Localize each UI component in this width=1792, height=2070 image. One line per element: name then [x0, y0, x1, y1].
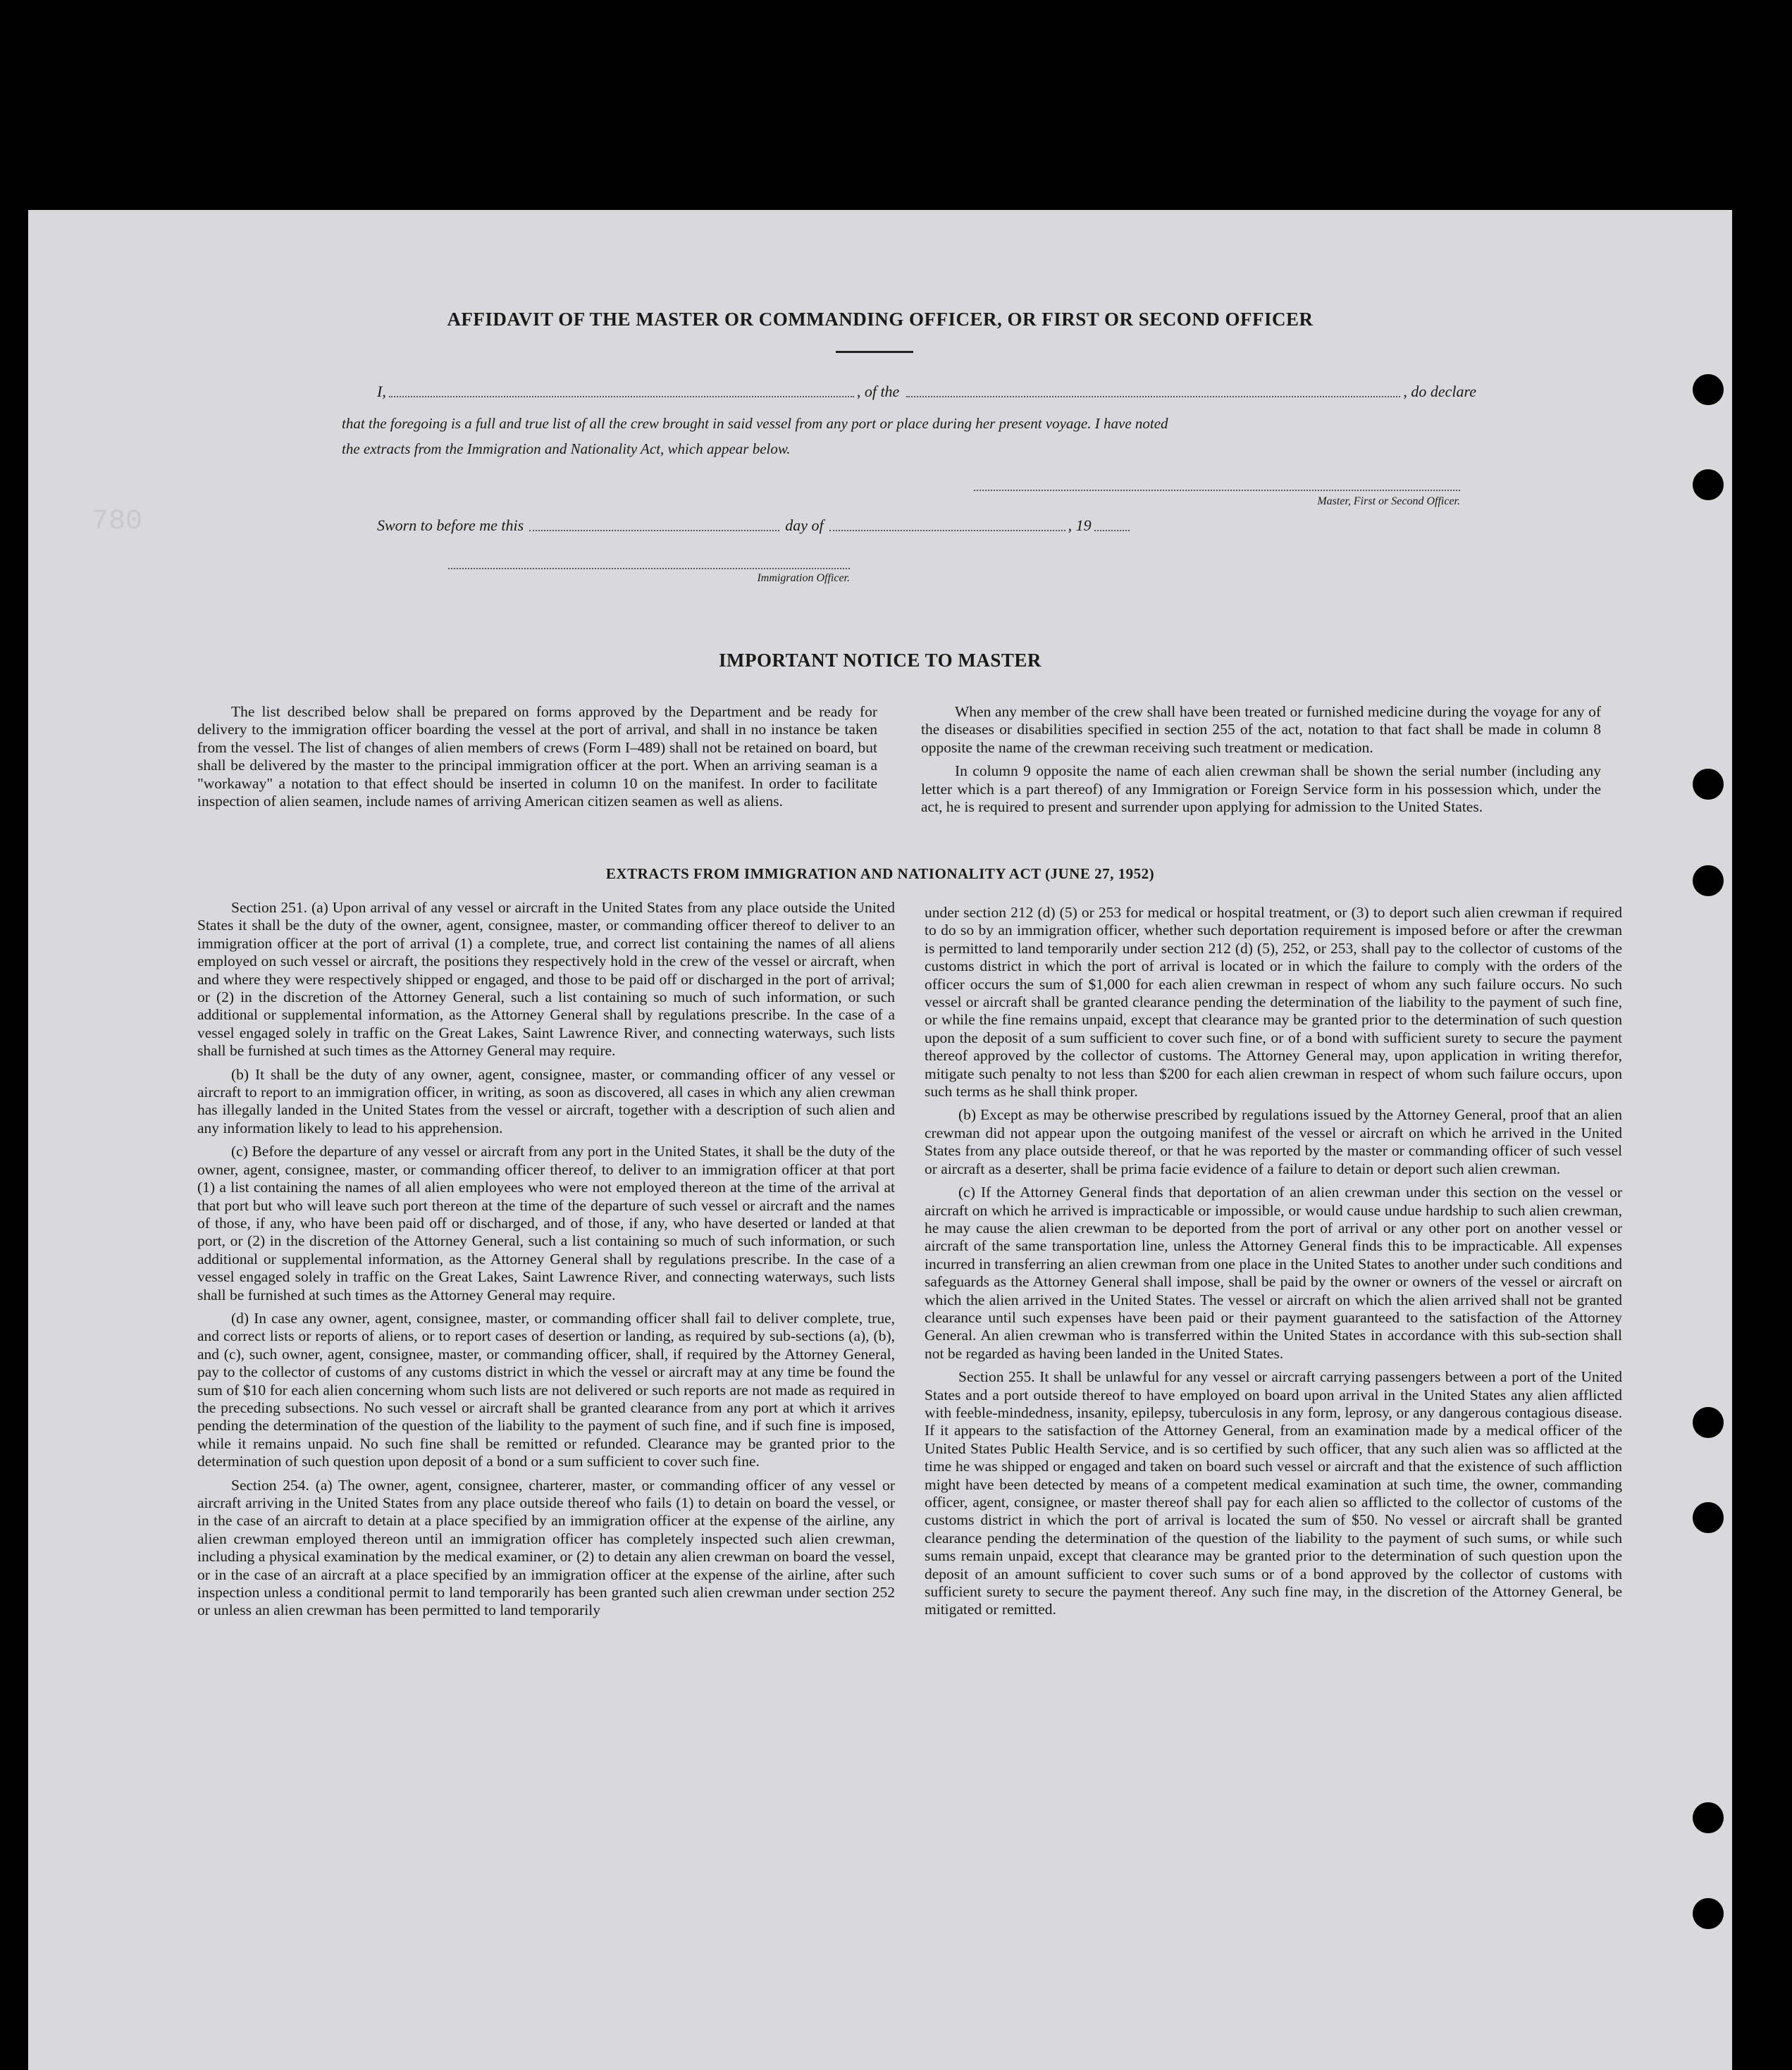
title-rule [836, 351, 913, 353]
of-the-label: , of the [856, 383, 900, 400]
act-paragraph: (d) In case any owner, agent, consignee, master, or commanding officer shall fail to deliver complete, true, and correct lists or reports of aliens, or to report cases of desertion or landing, as required by sub-sections (a), (b), and (c), such owner, agent, consignee, master, or commanding officer, shall, if required by the Attorney General, pay to the collector of customs of any customs district in which the vessel or aircraft may at any time be found the sum of $10 for each alien concerning whom such lists are not delivered or such reports are not made as required in the preceding subsections. No such vessel or aircraft shall be granted clearance from any port at which it arrives pending the determination of the question of the liability to the payment of such fine, and if such fine is imposed, while it remains unpaid. No such fine shall be remitted or refunded. Clearance may be granted prior to the determination of such question upon deposit of a bond or a sum sufficient to cover such fine. [197, 1309, 895, 1470]
affidavit-title: AFFIDAVIT OF THE MASTER OR COMMANDING OFFICER, OR FIRST OR SECOND OFFICER [447, 309, 1314, 330]
year-label: , 19 [1068, 516, 1092, 534]
affidavit-statement [342, 411, 1483, 461]
act-paragraph: (c) Before the departure of any vessel or aircraft from any port in the United States, it shall be the duty of the owner, agent, consignee, master, or commanding officer thereof, to deliver to an immigration officer at that port (1) a list containing the names of all alien employees who were not employed thereon at the time of the arrival at that port but who will leave such port thereon at the time of the departure of such vessel or aircraft and the names of those, if any, who have been paid off or discharged, and of those, if any, who have deserted or landed at that port, or (2) in the discretion of the Attorney General, such a list containing so much of such information, or such additional or supplemental information, as the Attorney General shall by regulations prescribe. In the case of a vessel engaged solely in traffic on the Great Lakes, Saint Lawrence River, and connecting waterways, such lists shall be furnished at such times as the Attorney General may require. [197, 1143, 895, 1303]
immigration-officer-caption: Immigration Officer. [757, 572, 850, 584]
extracts-right-column [925, 904, 1622, 1625]
statement-line-1: that the foregoing is a full and true list of all the crew brought in said vessel from any port or place during her present voyage. I have noted [342, 415, 1168, 432]
binder-hole [1693, 1407, 1724, 1438]
master-signature-line [974, 490, 1460, 491]
binder-hole [1693, 1898, 1724, 1929]
i-label: I, [377, 383, 386, 400]
notice-left-column [197, 703, 877, 816]
act-paragraph: Section 251. (a) Upon arrival of any vessel or aircraft in the United States from any place outside the United States it shall be the duty of the owner, agent, consignee, master, or commanding officer thereof to deliver to an immigration officer at the port of arrival (1) a complete, true, and correct list containing the names of all aliens employed on such vessel or aircraft, the positions they respectively hold in the crew of the vessel or aircraft, when and where they were respectively shipped or engaged, and those to be paid off or discharged in the port of arrival; or (2) in the discretion of the Attorney General, such a list containing so much of such information, or such additional or supplemental information, as the Attorney General shall by regulations prescribe. In the case of a vessel engaged solely in traffic on the Great Lakes, Saint Lawrence River, and connecting waterways, such lists shall be furnished at such times as the Attorney General may require. [197, 899, 895, 1060]
notice-title: IMPORTANT NOTICE TO MASTER [719, 650, 1042, 671]
act-paragraph: under section 212 (d) (5) or 253 for medical or hospital treatment, or (3) to deport such alien crewman if required to do so by an immigration officer, whether such deportation requirement is imposed before or after the crewman is permitted to land temporarily under section 212 (d) (5), 252, or 253, shall pay to the collector of customs of the customs district in which the port of arrival is located or in which the failure to comply with the orders of the officer occurs the sum of $1,000 for each alien crewman in respect of whom any such failure occurs. No such vessel or aircraft shall be granted clearance pending the determination of the liability to the payment of such fine, or while the fine remains unpaid, except that clearance may be granted prior to the determination of such question upon the deposit of a sum sufficient to cover such fine, or of a bond with sufficient surety to secure the payment thereof approved by the collector of customs. The Attorney General may, upon application in writing therefor, mitigate such penalty to not less than $200 for each alien crewman in respect of whom such failure occurs, upon such terms as he shall think proper. [925, 904, 1622, 1101]
binder-hole [1693, 769, 1724, 800]
name-field [389, 396, 854, 397]
notice-paragraph: In column 9 opposite the name of each alien crewman shall be shown the serial number (including any letter which is a part thereof) of any Immigration or Foreign Service form in his possession which, under the act, he is required to present and surrender upon applying for admission to the United States. [921, 762, 1601, 816]
sworn-year-field [1094, 530, 1130, 531]
declaration-line [377, 383, 1476, 401]
sworn-line [377, 516, 1223, 535]
sworn-day-field [529, 530, 779, 531]
binder-hole [1693, 865, 1724, 896]
binder-hole [1693, 1502, 1724, 1533]
statement-line-2: the extracts from the Immigration and Nationality Act, which appear below. [342, 440, 791, 457]
master-signature-caption: Master, First or Second Officer. [1317, 495, 1460, 507]
do-declare-label: , do declare [1403, 383, 1476, 400]
act-paragraph: (c) If the Attorney General finds that deportation of an alien crewman under this section on the vessel or aircraft on which he arrived is impracticable or impossible, or would cause undue hardship to such alien crewman, he may cause the alien crewman to be deported from the port of arrival or any other port on another vessel or aircraft of the same transportation line, unless the Attorney General finds this to be impracticable. All expenses incurred in transferring an alien crewman from one place in the United States to another under such conditions and safeguards as the Attorney General shall impose, shall be paid by the owner or owners of the vessel or aircraft on which the alien arrived in the United States. The vessel or aircraft on which the alien arrived shall not be granted clearance until such expenses have been paid or their payment guaranteed to the satisfaction of the Attorney General. An alien crewman who is transferred within the United States in accordance with this sub-section shall not be regarded as having been landed in the United States. [925, 1184, 1622, 1362]
act-paragraph: Section 255. It shall be unlawful for any vessel or aircraft carrying passengers between a port of the United States and a port outside thereof to have employed on board upon arrival in the United States any alien afflicted with feeble-mindedness, insanity, epilepsy, tuberculosis in any form, leprosy, or any dangerous contagious disease. If it appears to the satisfaction of the Attorney General, from an examination made by a medical officer of the United States Public Health Service, and is so certified by such officer, that any such alien was so afflicted at the time he was shipped or engaged and taken on board such vessel or aircraft and that the existence of such affliction might have been detected by means of a competent medical examination at such time, the owner, commanding officer, agent, consignee, or master thereof shall pay for each alien so afflicted to the collector of customs of the customs district in which the port of arrival is located the sum of $50. No vessel or aircraft shall be granted clearance pending the determination of the question of the liability to the payment of such sums, or while such sums remain unpaid, except that clearance may be granted prior to the determination of such question upon the deposit of an amount sufficient to cover such sums or of a bond approved by the collector of customs with sufficient surety to secure the payment thereof. Any such fine may, in the discretion of the Attorney General, be mitigated or remitted. [925, 1368, 1622, 1618]
act-paragraph: (b) It shall be the duty of any owner, agent, consignee, master, or commanding officer of any vessel or aircraft to report to an immigration officer, in writing, as soon as discovered, all cases in which any alien crewman has illegally landed in the United States from the vessel or aircraft, together with a description of such alien and any information likely to lead to his apprehension. [197, 1065, 895, 1136]
binder-hole [1693, 1802, 1724, 1833]
vessel-field [906, 396, 1400, 397]
notice-paragraph: When any member of the crew shall have been treated or furnished medicine during the voyage for any of the diseases or disabilities specified in section 255 of the act, notation to that fact shall be made in column 8 opposite the name of the crewman receiving such treatment or medication. [921, 703, 1601, 756]
act-paragraph: Section 254. (a) The owner, agent, consignee, charterer, master, or commanding officer of any vessel or aircraft arriving in the United States from any place outside thereof who fails (1) to detain on board the vessel, or in the case of an aircraft to detain at a place specified by an immigration officer at the expense of the airline, any alien crewman employed thereon until an immigration officer has completely inspected such alien crewman, including a physical examination by the medical examiner, or (2) to detain any alien crewman on board the vessel, or in the case of an aircraft at a place specified by an immigration officer at the expense of the airline, after such inspection unless a conditional permit to land temporarily has been granted such alien crewman under section 252 or unless an alien crewman has been permitted to land temporarily [197, 1476, 895, 1619]
bleed-through-mark: 780 [92, 506, 143, 538]
notice-right-column [921, 703, 1601, 822]
notice-paragraph: The list described below shall be prepared on forms approved by the Department and be ready for delivery to the immigration officer boarding the vessel at the port of arrival, and shall in no instance be taken from the vessel. The list of changes of alien members of crews (Form I–489) shall not be retained on board, but shall be delivered by the master to the principal immigration officer at the port. When an arriving seaman is a "workaway" a notation to that effect should be inserted in column 10 on the manifest. In order to facilitate inspection of alien seamen, include names of arriving American citizen seamen as well as aliens. [197, 703, 877, 810]
document-page [28, 210, 1732, 2070]
extracts-title: EXTRACTS FROM IMMIGRATION AND NATIONALITY ACT (JUNE 27, 1952) [605, 865, 1155, 882]
sworn-month-field [829, 530, 1065, 531]
extracts-left-column [197, 899, 895, 1625]
day-of-label: day of [785, 516, 824, 534]
binder-hole [1693, 469, 1724, 500]
immigration-officer-signature-line [448, 568, 850, 569]
binder-hole [1693, 374, 1724, 405]
sworn-label: Sworn to before me this [377, 516, 524, 534]
act-paragraph: (b) Except as may be otherwise prescribed by regulations issued by the Attorney General, proof that an alien crewman did not appear upon the outgoing manifest of the vessel or aircraft on which he arrived in the United States from any place outside thereof, or that he was reported by the master or commanding officer of such vessel or aircraft as a deserter, shall be prima facie evidence of a failure to detain or deport such alien crewman. [925, 1106, 1622, 1177]
